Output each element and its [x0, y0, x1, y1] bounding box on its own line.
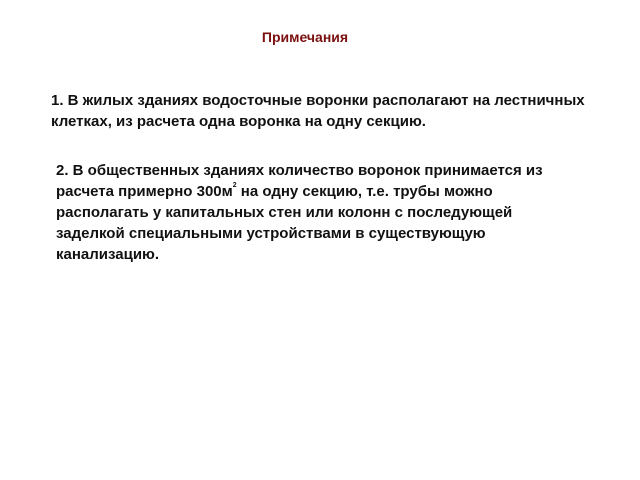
- note-2: [56, 160, 576, 265]
- note-2-text-before: 2. В общественных зданиях количество воронок принимается из расчета примерно 300м: [56, 162, 543, 200]
- note-2-superscript: 2: [232, 182, 237, 189]
- note-1: [51, 90, 611, 132]
- note-1-text: 1. В жилых зданиях водосточные воронки располагают на лестничных клетках, из расчета одна воронка на одну секцию.: [51, 92, 585, 130]
- note-2-text-after: на одну секцию, т.е. трубы можно располагать у капитальных стен или колонн с последующей заделкой специальными устройствами в существующую канализацию.: [56, 183, 513, 263]
- slide-title: Примечания: [261, 29, 349, 45]
